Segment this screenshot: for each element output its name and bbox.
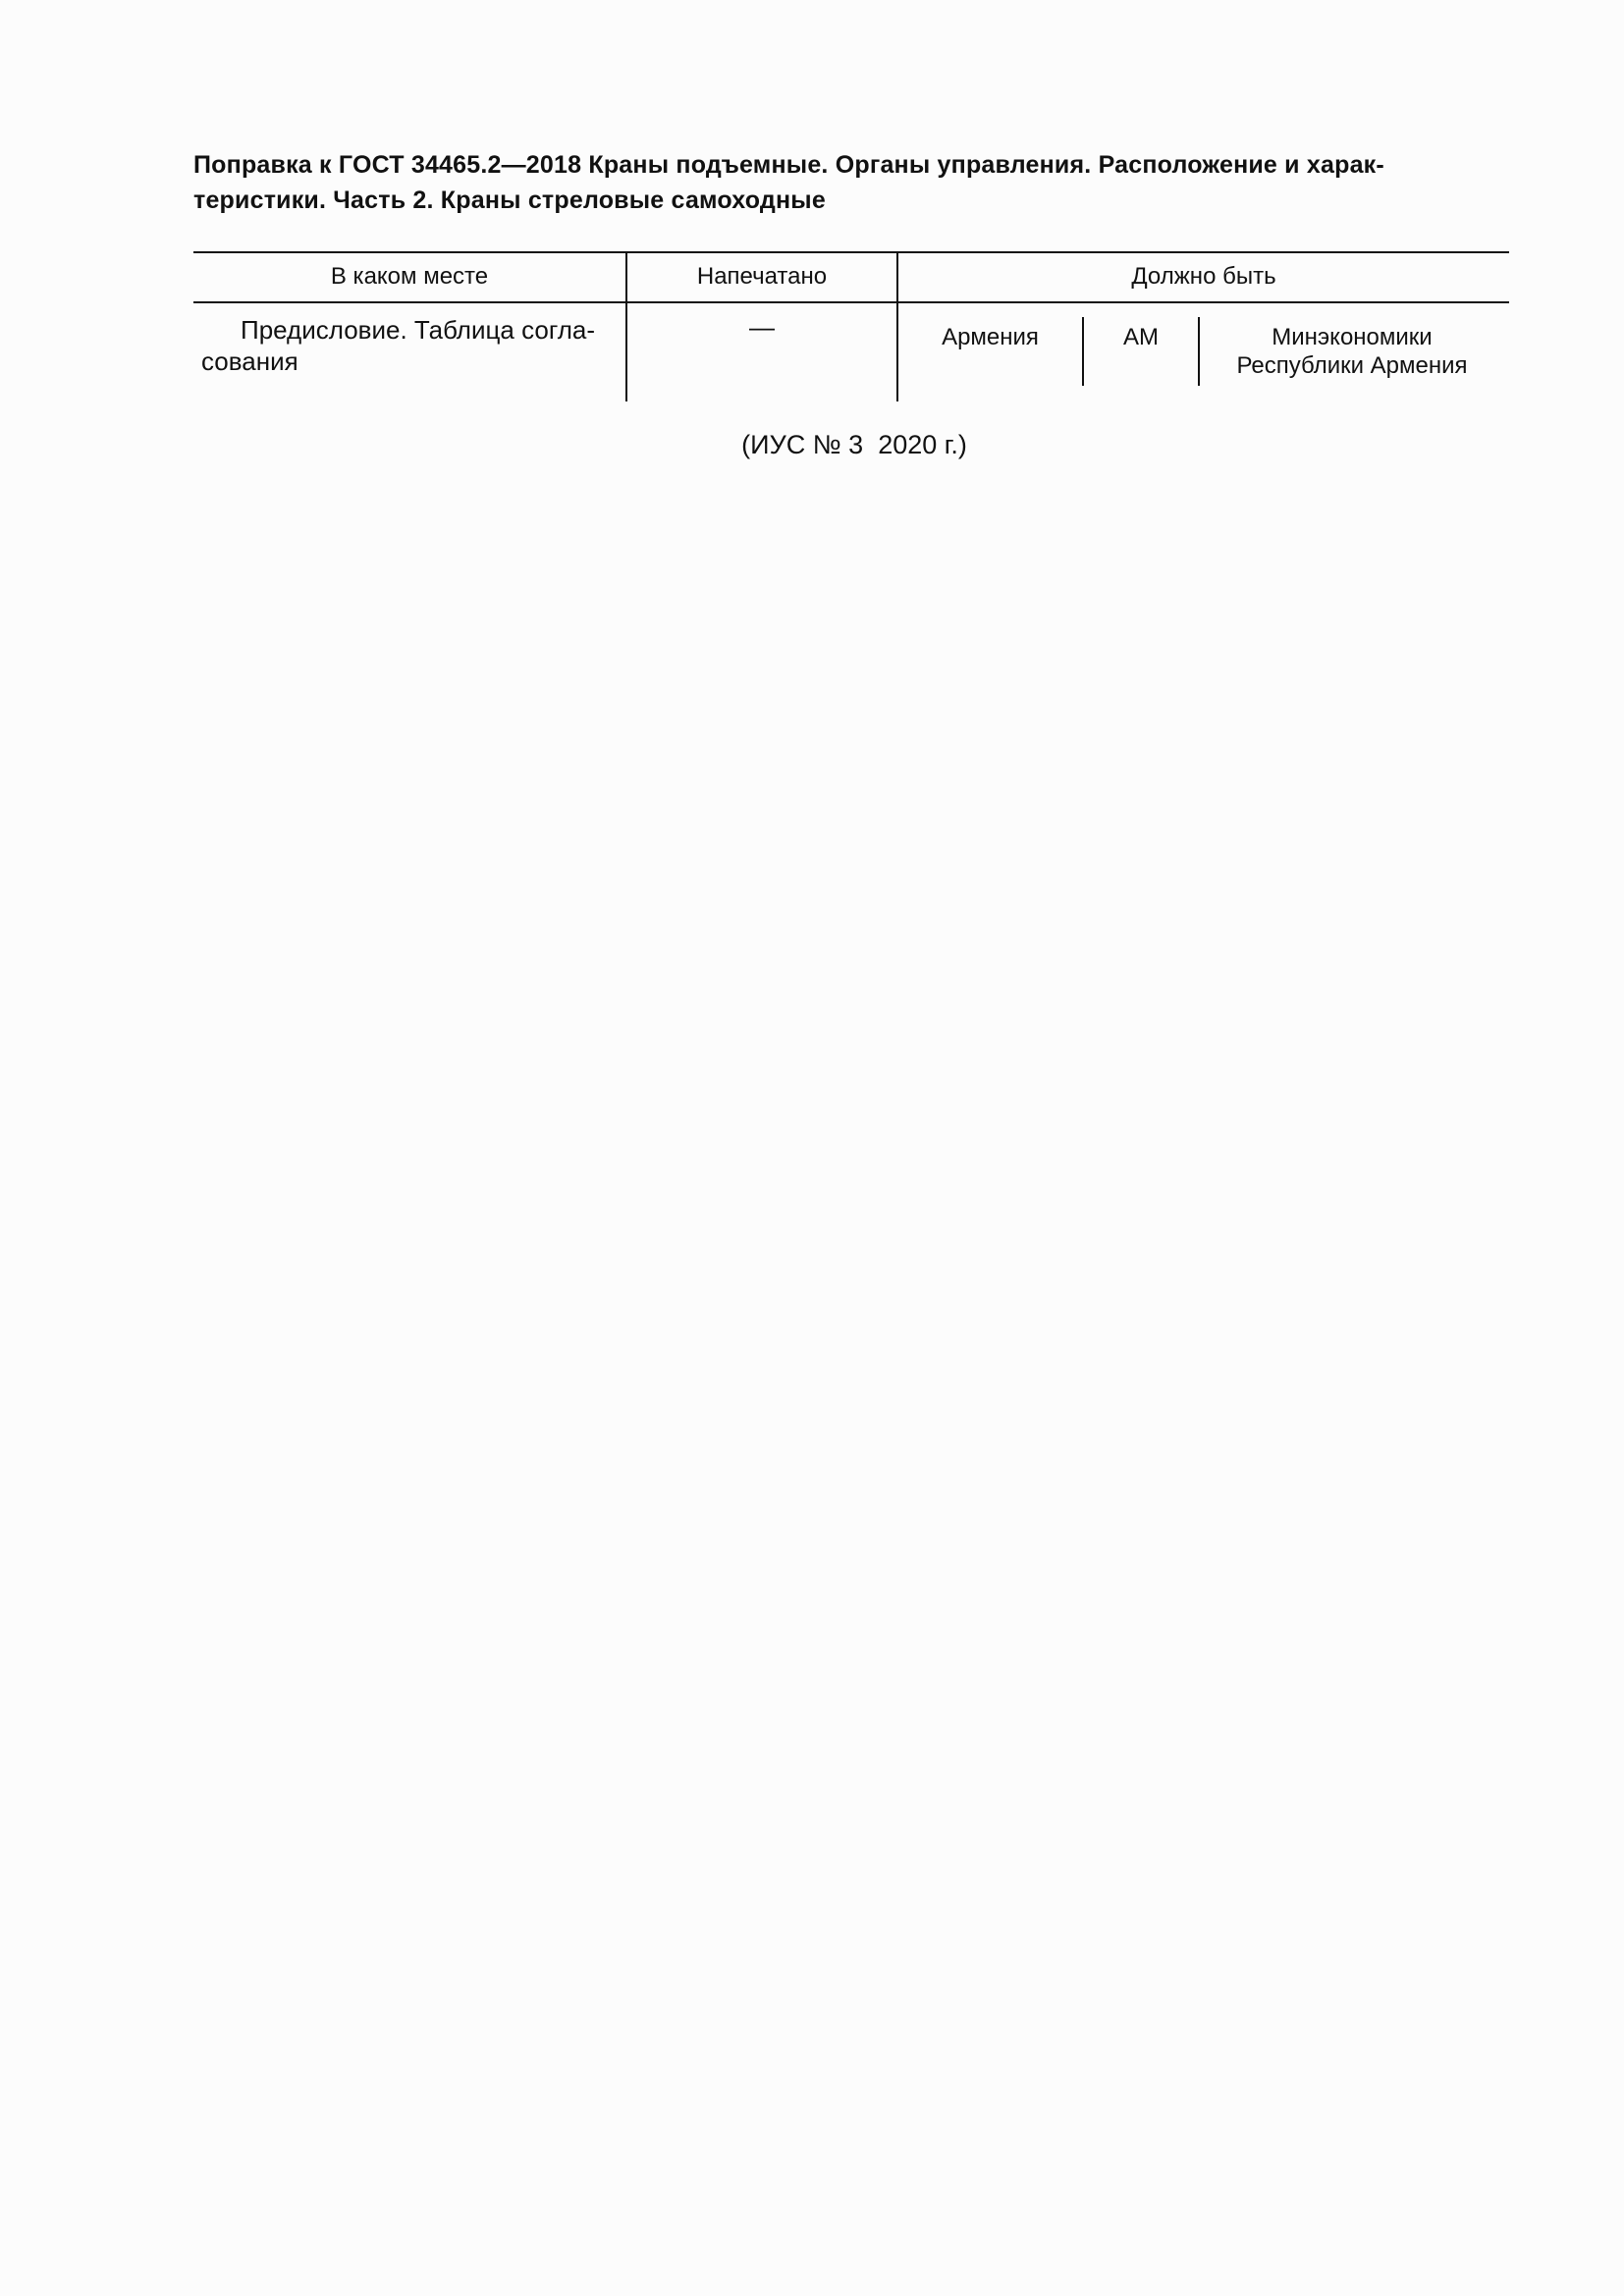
document-title (193, 147, 1509, 218)
row-country: Армения (942, 324, 1039, 350)
row-authority-line-1: Минэкономики (1272, 324, 1433, 350)
title-line-1: Поправка к ГОСТ 34465.2—2018 Краны подъемные. Органы управления. Расположение и харак- (193, 151, 1384, 179)
header-should-be: Должно быть (1131, 263, 1276, 290)
issue-reference: (ИУС № 3 2020 г.) (741, 430, 967, 459)
row-location-line-2: сования (201, 347, 298, 376)
table-header-border (193, 301, 1509, 303)
row-location-line-1: Предисловие. Таблица согла- (241, 315, 596, 345)
header-location: В каком месте (330, 263, 489, 290)
row-printed: — (749, 312, 775, 342)
row-location (201, 314, 623, 377)
row-country-code: AM (1123, 324, 1159, 350)
table-top-border (193, 251, 1509, 253)
row-authority-line-2: Республики Армения (1236, 352, 1468, 379)
title-line-2: теристики. Часть 2. Краны стреловые самоходные (193, 187, 826, 214)
header-printed: Напечатано (696, 263, 828, 290)
